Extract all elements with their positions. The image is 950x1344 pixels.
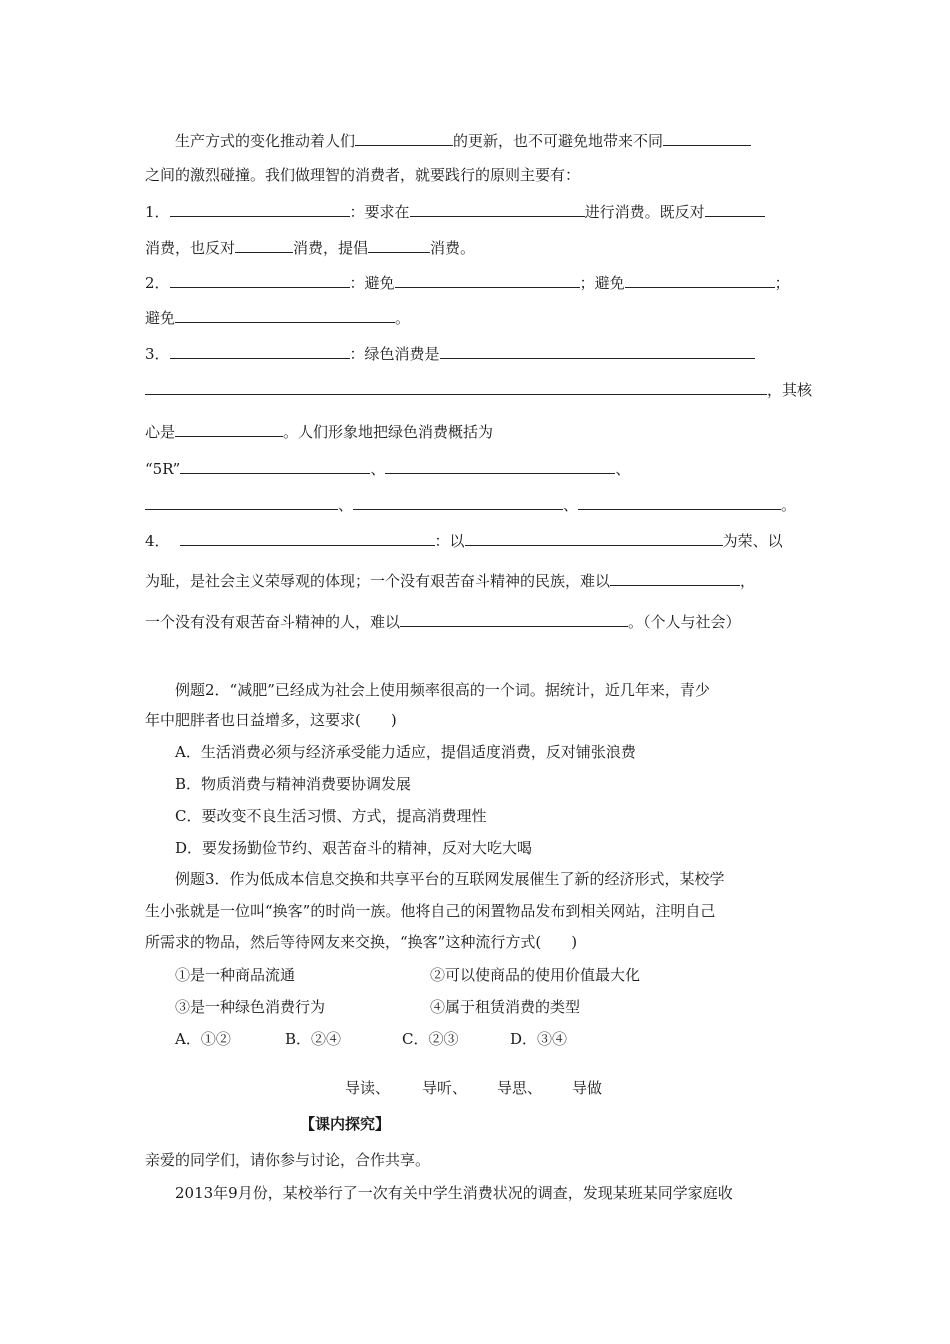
blank[interactable] bbox=[180, 530, 435, 546]
example-3-option-b: B．②④ bbox=[285, 1030, 342, 1048]
principle-2-line-1: 2． ：避免 ；避免 ； bbox=[145, 274, 790, 292]
principle-1-line-1: 1． ：要求在 进行消费。既反对 bbox=[145, 201, 765, 222]
example-2-option-b: B．物质消费与精神消费要协调发展 bbox=[175, 775, 412, 793]
example-2-stem-1: 例题2．“减肥”已经成为社会上使用频率很高的一个词。据统计，近几年来，青少 bbox=[175, 681, 710, 699]
example-3-stem-3: 所需求的物品，然后等待网友来交换，“换客”这种流行方式( ) bbox=[145, 933, 578, 951]
blank[interactable] bbox=[170, 343, 350, 359]
example-2-option-d: D．要发扬勤俭节约、艰苦奋斗的精神，反对大吃大喝 bbox=[175, 839, 533, 857]
principle-4-line-2: 为耻，是社会主义荣辱观的体现；一个没有艰苦奋斗精神的民族，难以 ， bbox=[145, 572, 756, 590]
example-3-option-a: A．①② bbox=[175, 1030, 231, 1048]
example-3-stem-1: 例题3．作为低成本信息交换和共享平台的互联网发展催生了新的经济形式，某校学 bbox=[175, 870, 725, 888]
example-3-stem-2: 生小张就是一位叫“换客”的时尚一族。他将自己的闲置物品发布到相关网站，注明自己 bbox=[145, 902, 716, 920]
principle-3-line-1: 3． ：绿色消费是 bbox=[145, 343, 755, 364]
example-3-item-1: ①是一种商品流通 bbox=[175, 966, 296, 984]
example-2-stem-2: 年中肥胖者也日益增多，这要求( ) bbox=[145, 711, 397, 729]
section-intro: 亲爱的同学们，请你参与讨论，合作共享。 bbox=[145, 1151, 431, 1169]
blank[interactable] bbox=[170, 272, 350, 288]
blank[interactable] bbox=[175, 421, 283, 437]
blank[interactable] bbox=[610, 570, 740, 586]
example-3-option-c: C．②③ bbox=[402, 1030, 459, 1048]
principle-4-line-1: 4． ：以 为荣、以 bbox=[145, 532, 783, 550]
intro-line-1: 生产方式的变化推动着人们 的更新，也不可避免地带来不同 bbox=[175, 130, 751, 151]
intro-line-2: 之间的激烈碰撞。我们做理智的消费者，就要践行的原则主要有： bbox=[145, 166, 581, 184]
blank[interactable] bbox=[170, 201, 350, 217]
principle-2-line-2: 避免 。 bbox=[145, 309, 411, 327]
guide-think: 导思、 bbox=[497, 1079, 543, 1097]
guide-listen: 导听、 bbox=[422, 1079, 468, 1097]
principle-1-line-2: 消费，也反对 消费，提倡 消费。 bbox=[145, 239, 476, 257]
blank[interactable] bbox=[368, 237, 430, 253]
blank[interactable] bbox=[353, 494, 563, 510]
blank[interactable] bbox=[145, 494, 338, 510]
section-title: 【课内探究】 bbox=[300, 1115, 391, 1133]
blank[interactable] bbox=[145, 379, 767, 395]
blank[interactable] bbox=[400, 611, 628, 627]
guide-do: 导做 bbox=[572, 1079, 603, 1097]
principle-4-line-3: 一个没有没有艰苦奋斗精神的人，难以 。（个人与社会） bbox=[145, 613, 741, 631]
guide-read: 导读、 bbox=[345, 1079, 391, 1097]
principle-3-line-2: ，其核 bbox=[145, 379, 812, 400]
blank[interactable] bbox=[180, 458, 370, 474]
example-3-option-d: D．③④ bbox=[510, 1030, 568, 1048]
blank[interactable] bbox=[395, 272, 580, 288]
example-3-item-4: ④属于租赁消费的类型 bbox=[430, 998, 581, 1016]
example-3-item-2: ②可以使商品的使用价值最大化 bbox=[430, 966, 641, 984]
blank[interactable] bbox=[705, 201, 765, 217]
blank[interactable] bbox=[175, 307, 395, 323]
principle-3-line-5: 、 、 。 bbox=[145, 494, 796, 515]
blank[interactable] bbox=[578, 494, 781, 510]
blank[interactable] bbox=[235, 237, 293, 253]
example-3-item-3: ③是一种绿色消费行为 bbox=[175, 998, 326, 1016]
section-line-2: 2013年9月份，某校举行了一次有关中学生消费状况的调查，发现某班某同学家庭收 bbox=[175, 1184, 733, 1202]
example-2-option-c: C．要改变不良生活习惯、方式，提高消费理性 bbox=[175, 807, 487, 825]
blank[interactable] bbox=[355, 130, 453, 146]
blank[interactable] bbox=[410, 201, 585, 217]
blank[interactable] bbox=[663, 130, 751, 146]
blank[interactable] bbox=[440, 343, 755, 359]
principle-3-line-3: 心是 。人们形象地把绿色消费概括为 bbox=[145, 423, 494, 441]
blank[interactable] bbox=[625, 272, 775, 288]
blank[interactable] bbox=[465, 530, 723, 546]
principle-3-line-4: “5R” 、 、 bbox=[145, 460, 631, 478]
blank[interactable] bbox=[385, 458, 615, 474]
example-2-option-a: A．生活消费必须与经济承受能力适应，提倡适度消费，反对铺张浪费 bbox=[175, 743, 636, 761]
